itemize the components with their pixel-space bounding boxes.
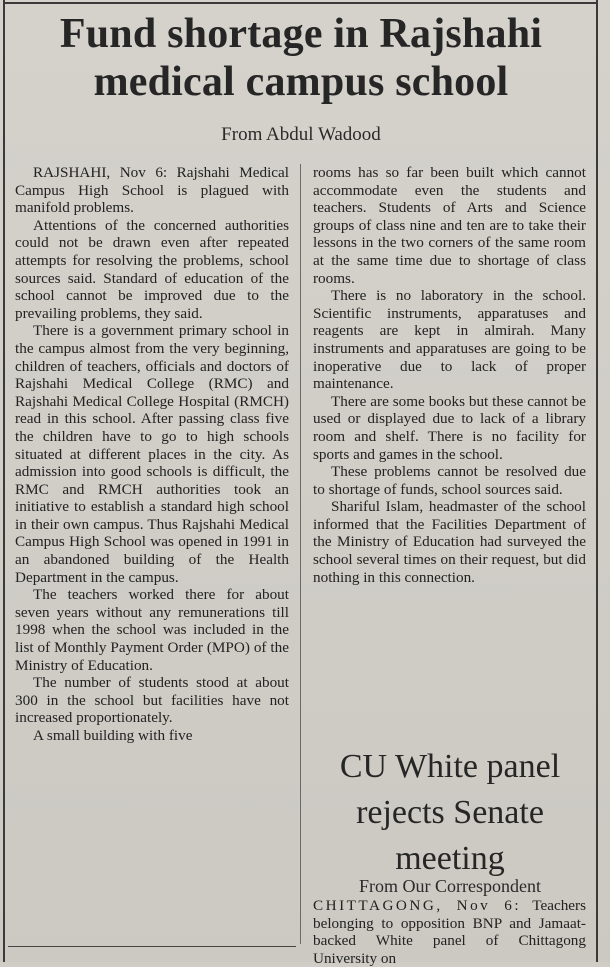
column-border-left <box>3 0 5 962</box>
second-article-byline: From Our Correspondent <box>359 876 541 896</box>
article-byline: From Abdul Wadood <box>221 124 381 145</box>
bottom-rule <box>8 946 296 947</box>
second-article-body <box>313 897 586 967</box>
paragraph-continued: rooms has so far been built which cannot accommodate even the students and teachers. Students of Arts and Science groups of class nine and ten are to take their lessons in the two corners of the same room at the same time due to shortage of class rooms. <box>313 164 586 287</box>
paragraph <box>313 897 586 967</box>
paragraph: There is a government primary school in the campus almost from the very beginning, children of teachers, officials and doctors of Rajshahi Medical College (RMC) and Rajshahi Medical College Hospital (RMCH) read in this school. After passing class five the children have to go to high schools situated at different places in the city. As admission into good schools is difficult, the RMC and RMCH authorities took an initiative to establish a standard high school in their own campus. Thus Rajshahi Medical Campus High School was opened in 1991 in an abandoned building of the Health Department in the campus. <box>15 322 289 586</box>
dateline: CHITTAGONG, Nov 6: <box>313 897 522 914</box>
paragraph: The teachers worked there for about seven years without any remunerations till 1998 when the school was included in the list of Monthly Payment Order (MPO) of the Ministry of Education. <box>15 586 289 674</box>
column-divider <box>300 164 301 944</box>
second-article-headline: CU White panel rejects Senate meeting <box>339 748 561 877</box>
body-text: Teachers belonging to opposition BNP and Jamaat-backed White panel of Chittagong University on <box>313 897 586 967</box>
left-column <box>15 164 289 745</box>
paragraph: A small building with five <box>33 727 193 744</box>
paragraph: Shariful Islam, headmaster of the school informed that the Facilities Department of the Ministry of Education had surveyed the school several times on their request, but did nothing in this connection. <box>313 498 586 586</box>
paragraph: There are some books but these cannot be used or displayed due to lack of a library room and shelf. There is no facility for sports and games in the school. <box>313 392 586 463</box>
paragraph: The number of students stood at about 300 in the school but facilities have not increased proportionately. <box>15 674 289 727</box>
right-column <box>313 164 586 586</box>
column-border-right <box>596 0 598 962</box>
article-headline: Fund shortage in Rajshahi medical campus school <box>59 11 543 105</box>
top-rule <box>5 2 596 4</box>
paragraph: These problems cannot be resolved due to shortage of funds, school sources said. <box>313 463 586 498</box>
paragraph: There is no laboratory in the school. Scientific instruments, apparatuses and reagents are kept in almirah. Many instruments and apparatuses are going to be inoperative due to lack of proper maintenance. <box>313 287 586 393</box>
paragraph: Attentions of the concerned authorities could not be drawn even after repeated attempts for resolving the problems, school sources said. Standard of education of the school cannot be improved due to the prevailing problems, they said. <box>15 216 289 322</box>
paragraph: RAJSHAHI, Nov 6: Rajshahi Medical Campus High School is plagued with manifold problems. <box>15 164 289 217</box>
